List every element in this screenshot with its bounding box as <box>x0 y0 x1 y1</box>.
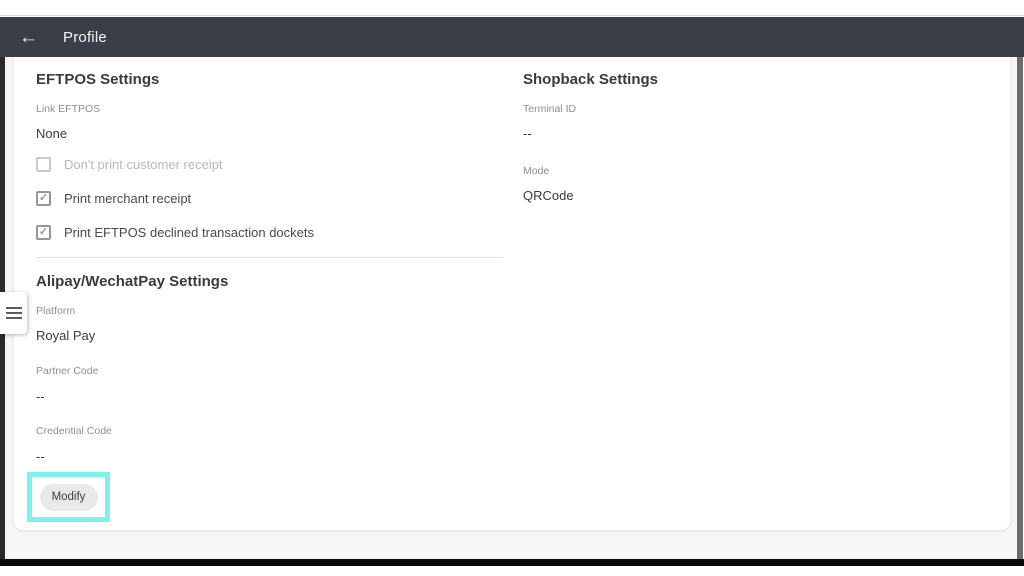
drawer-pull-tab[interactable] <box>0 292 27 334</box>
checkbox-checked-icon[interactable]: ✓ <box>36 191 51 206</box>
link-eftpos-label: Link EFTPOS <box>36 103 101 115</box>
platform-label: Platform <box>36 305 76 317</box>
checkbox-row-dont-print-customer-receipt[interactable] <box>36 157 223 172</box>
eftpos-settings-heading: EFTPOS Settings <box>36 71 160 88</box>
bottom-frame-strip <box>0 559 1024 566</box>
modify-button[interactable]: Modify <box>40 484 98 511</box>
checkbox-unchecked-icon[interactable] <box>36 157 51 172</box>
mode-label: Mode <box>523 165 550 177</box>
back-arrow-icon[interactable]: ← <box>19 26 38 48</box>
alipay-wechatpay-settings-heading: Alipay/WechatPay Settings <box>36 273 229 290</box>
partner-code-label: Partner Code <box>36 365 99 377</box>
checkbox-row-print-eftpos-declined[interactable] <box>36 225 314 240</box>
status-strip <box>0 0 1024 16</box>
settings-card <box>14 57 1010 530</box>
action-highlight-box <box>27 472 110 522</box>
mode-value[interactable]: QRCode <box>523 188 574 203</box>
app-bar <box>0 17 1024 57</box>
credential-code-label: Credential Code <box>36 425 112 437</box>
hamburger-menu-icon[interactable] <box>6 307 22 319</box>
link-eftpos-value[interactable]: None <box>36 126 68 141</box>
terminal-id-label: Terminal ID <box>523 103 577 115</box>
right-frame-strip <box>1017 57 1023 559</box>
page-title: Profile <box>63 28 107 46</box>
section-divider <box>36 257 503 258</box>
terminal-id-value[interactable]: -- <box>523 126 532 141</box>
platform-value[interactable]: Royal Pay <box>36 328 96 343</box>
credential-code-value[interactable]: -- <box>36 449 45 464</box>
checkbox-label: Don't print customer receipt <box>64 157 223 172</box>
shopback-settings-heading: Shopback Settings <box>523 71 659 88</box>
checkbox-checked-icon[interactable]: ✓ <box>36 225 51 240</box>
checkbox-row-print-merchant-receipt[interactable] <box>36 191 191 206</box>
checkbox-label: Print merchant receipt <box>64 191 192 206</box>
checkbox-label: Print EFTPOS declined transaction dockets <box>64 225 315 240</box>
partner-code-value[interactable]: -- <box>36 389 45 404</box>
